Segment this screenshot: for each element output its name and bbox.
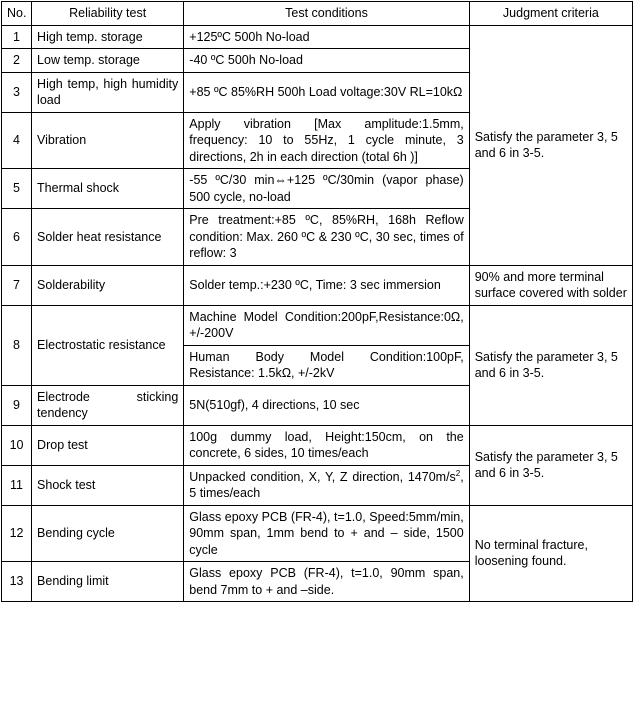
shock-condition-post-b: , 5 times/each [189, 469, 464, 500]
table-row [2, 25, 633, 49]
row-test-name: Solder heat resistance [32, 209, 184, 266]
row-test-conditions [184, 465, 469, 505]
row-test-conditions: 100g dummy load, Height:150cm, on the concrete, 6 sides, 10 times/each [184, 425, 469, 465]
reliability-test-table [1, 1, 633, 602]
table-header [2, 2, 633, 26]
row-test-name: Drop test [32, 425, 184, 465]
shock-condition-pre: Unpacked condition, X, Y, Z [189, 469, 348, 484]
column-header-judgment-criteria: Judgment criteria [469, 2, 632, 26]
row-judgment-criteria: Satisfy the parameter 3, 5 and 6 in 3-5. [469, 25, 632, 265]
row-test-conditions: Apply vibration [Max amplitude:1.5mm, frequency: 10 to 55Hz, 1 cycle minute, 3 directions, 2h in each direction (total 6h )] [184, 112, 469, 169]
row-judgment-criteria: 90% and more terminal surface covered with solder [469, 265, 632, 305]
row-test-conditions [184, 305, 469, 385]
row-test-name: Thermal shock [32, 169, 184, 209]
row-test-conditions: -40 ºC 500h No-load [184, 49, 469, 73]
row-test-name: Bending limit [32, 562, 184, 602]
row-test-name: Vibration [32, 112, 184, 169]
shock-condition-post-a: direction, 1470m/s [352, 469, 456, 484]
row-number: 6 [2, 209, 32, 266]
table-row [2, 265, 633, 305]
row-judgment-criteria: Satisfy the parameter 3, 5 and 6 in 3-5. [469, 425, 632, 505]
row-test-name: High temp, high humidity load [32, 72, 184, 112]
column-header-no: No. [2, 2, 32, 26]
column-header-reliability-test: Reliability test [32, 2, 184, 26]
row-test-name: Shock test [32, 465, 184, 505]
row-number: 5 [2, 169, 32, 209]
row-number: 1 [2, 25, 32, 49]
table-header-row [2, 2, 633, 26]
row-number: 11 [2, 465, 32, 505]
table-row [2, 505, 633, 562]
row-test-conditions: Glass epoxy PCB (FR-4), t=1.0, Speed:5mm/min, 90mm span, 1mm bend to + and – side, 1500 cycle [184, 505, 469, 562]
column-header-test-conditions: Test conditions [184, 2, 469, 26]
row-test-conditions: +125ºC 500h No-load [184, 25, 469, 49]
row-number: 2 [2, 49, 32, 73]
row-test-name: Electrode sticking tendency [32, 385, 184, 425]
row-test-name: Electrostatic resistance [32, 305, 184, 385]
table-row [2, 425, 633, 465]
row-number: 4 [2, 112, 32, 169]
shock-condition-exponent: 2 [455, 468, 461, 478]
table-body [2, 25, 633, 602]
condition-machine-model: Machine Model Condition:200pF,Resistance:0Ω, +/-200V [189, 309, 464, 340]
row-number: 9 [2, 385, 32, 425]
table-row [2, 305, 633, 385]
row-test-conditions: +85 ºC 85%RH 500h Load voltage:30V RL=10kΩ [184, 72, 469, 112]
row-test-conditions: Solder temp.:+230 ºC, Time: 3 sec immersion [184, 265, 469, 305]
condition-human-body-model: Human Body Model Condition:100pF, Resistance: 1.5kΩ, +/-2kV [184, 345, 468, 382]
row-number: 3 [2, 72, 32, 112]
row-number: 12 [2, 505, 32, 562]
row-test-name: Solderability [32, 265, 184, 305]
row-test-conditions: -55 ºC/30 min⇔+125 ºC/30min (vapor phase) 500 cycle, no-load [184, 169, 469, 209]
row-number: 13 [2, 562, 32, 602]
row-number: 7 [2, 265, 32, 305]
row-judgment-criteria: No terminal fracture, loosening found. [469, 505, 632, 602]
row-number: 10 [2, 425, 32, 465]
row-test-name: Low temp. storage [32, 49, 184, 73]
row-judgment-criteria: Satisfy the parameter 3, 5 and 6 in 3-5. [469, 305, 632, 425]
row-number: 8 [2, 305, 32, 385]
row-test-conditions: 5N(510gf), 4 directions, 10 sec [184, 385, 469, 425]
row-test-name: High temp. storage [32, 25, 184, 49]
row-test-name: Bending cycle [32, 505, 184, 562]
row-test-conditions: Glass epoxy PCB (FR-4), t=1.0, 90mm span, bend 7mm to + and –side. [184, 562, 469, 602]
row-test-conditions: Pre treatment:+85 ºC, 85%RH, 168h Reflow condition: Max. 260 ºC & 230 ºC, 30 sec, times of reflow: 3 [184, 209, 469, 266]
